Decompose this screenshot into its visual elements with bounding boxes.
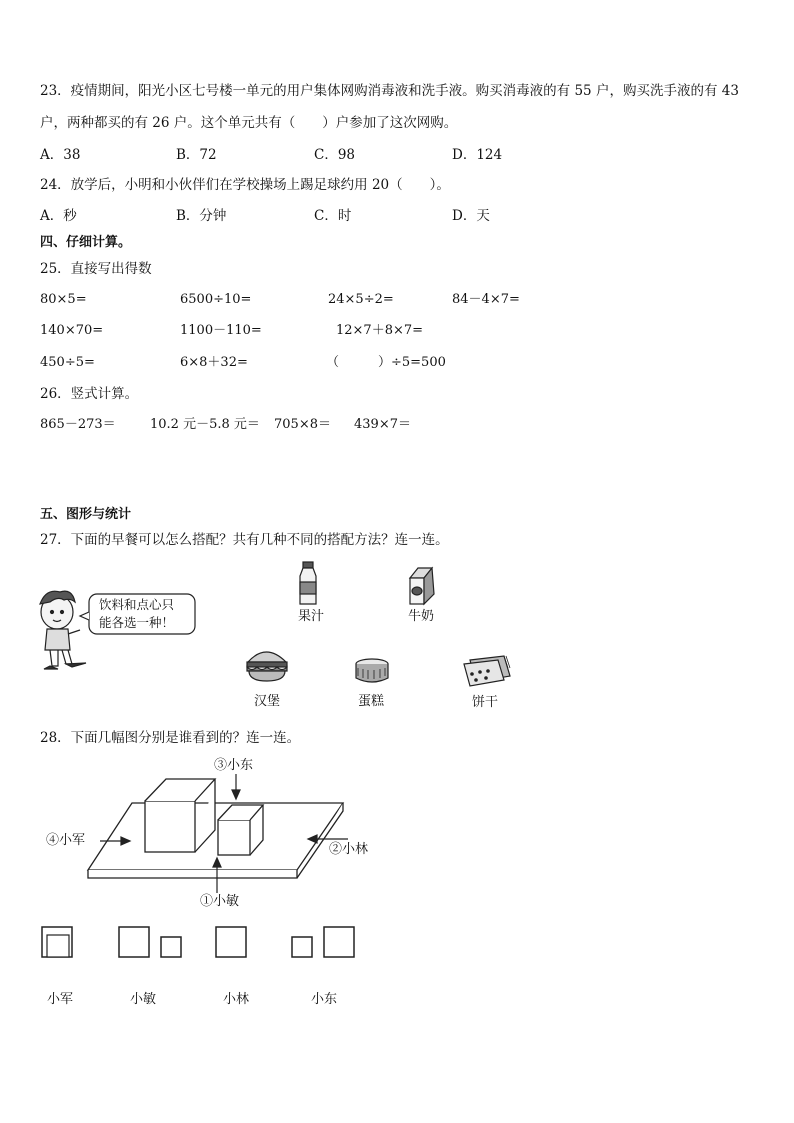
q26-item-1: 865－273＝ [40, 417, 116, 432]
label-cake[interactable]: 蛋糕 [358, 694, 385, 709]
viewer-xiaodong[interactable]: ③小东 [214, 758, 254, 773]
q25-r3-c2: 6×8＋32= [180, 355, 248, 370]
q24-text: 24．放学后，小明和小伙伴们在学校操场上踢足球约用 20（ ）。 [40, 177, 450, 193]
q25-r2-c1: 140×70= [40, 323, 104, 338]
view-shape-2-large [119, 927, 149, 957]
q23-option-c[interactable]: C．98 [314, 147, 356, 163]
view-shapes [42, 927, 354, 957]
label-milk[interactable]: 牛奶 [408, 609, 435, 624]
section-5-heading: 五、图形与统计 [40, 507, 132, 522]
view-shape-3 [216, 927, 246, 957]
milk-carton-icon [410, 568, 434, 604]
label-juice[interactable]: 果汁 [298, 609, 325, 624]
q26-item-3: 705×8＝ [274, 417, 331, 432]
name-xiaomin[interactable]: 小敏 [130, 992, 157, 1007]
boy-illustration [40, 591, 86, 669]
q25-r2-c3: 12×7＋8×7= [336, 323, 424, 338]
cake-icon [356, 659, 388, 682]
q23-text-line1: 23．疫情期间，阳光小区七号楼一单元的用户集体网购消毒液和洗手液。购买消毒液的有 55 户，购买洗手液的有 43 [40, 83, 739, 99]
q26-item-4: 439×7＝ [354, 417, 411, 432]
speech-line-2: 能各选一种！ [99, 615, 175, 630]
q25-r3-c3: （ ）÷5=500 [326, 355, 446, 370]
q26-title: 26．竖式计算。 [40, 386, 139, 402]
biscuits-icon [464, 656, 510, 686]
q24-option-b[interactable]: B．分钟 [176, 208, 227, 224]
viewer-xiaolin[interactable]: ②小林 [329, 842, 369, 857]
speech-line-1: 饮料和点心只 [99, 597, 175, 612]
q25-r1-c3: 24×5÷2= [328, 292, 394, 307]
q27-title: 27．下面的早餐可以怎么搭配？共有几种不同的搭配方法？连一连。 [40, 532, 449, 548]
viewer-xiaojun[interactable]: ④小军 [46, 833, 86, 848]
hamburger-icon [247, 652, 287, 681]
view-shape-4-large [324, 927, 354, 957]
juice-bottle-icon [300, 562, 316, 604]
q28-title: 28．下面几幅图分别是谁看到的？连一连。 [40, 730, 301, 746]
q24-option-d[interactable]: D．天 [452, 208, 490, 224]
viewer-xiaomin[interactable]: ①小敏 [200, 894, 240, 909]
q23-option-d[interactable]: D．124 [452, 147, 503, 163]
q25-r1-c4: 84－4×7= [452, 292, 520, 307]
q25-r2-c2: 1100－110= [180, 323, 262, 338]
q25-r1-c2: 6500÷10= [180, 292, 252, 307]
q26-item-2: 10.2 元－5.8 元＝ [150, 417, 260, 432]
name-xiaojun[interactable]: 小军 [47, 992, 74, 1007]
q23-option-a[interactable]: A．38 [40, 147, 81, 163]
name-xiaodong[interactable]: 小东 [311, 992, 338, 1007]
q24-option-c[interactable]: C．时 [314, 208, 352, 224]
q23-text-line2: 户，两种都买的有 26 户。这个单元共有（ ）户参加了这次网购。 [40, 115, 458, 131]
label-hamburger[interactable]: 汉堡 [254, 694, 281, 709]
view-shape-2-small [161, 937, 181, 957]
q25-title: 25．直接写出得数 [40, 261, 152, 277]
q25-r3-c1: 450÷5= [40, 355, 95, 370]
label-biscuits[interactable]: 饼干 [472, 695, 499, 710]
view-shape-4-small [292, 937, 312, 957]
section-4-heading: 四、仔细计算。 [40, 235, 132, 250]
q25-r1-c1: 80×5= [40, 292, 87, 307]
view-shape-1-inner [47, 935, 69, 957]
name-xiaolin[interactable]: 小林 [223, 992, 250, 1007]
q24-option-a[interactable]: A．秒 [40, 208, 77, 224]
q23-option-b[interactable]: B．72 [176, 147, 217, 163]
